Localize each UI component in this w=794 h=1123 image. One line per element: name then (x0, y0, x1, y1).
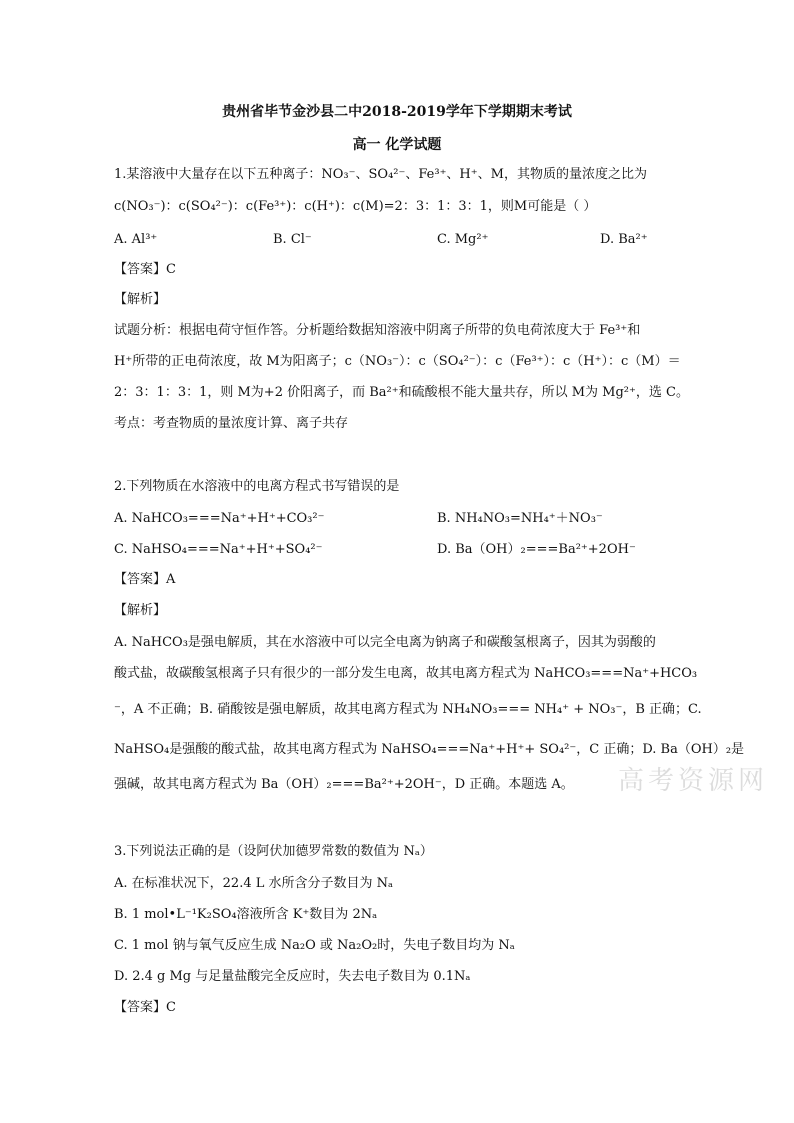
q2-answer: 【答案】A (114, 572, 176, 587)
q2-explanation-line2: 酸式盐，故碳酸氢根离子只有很少的一部分发生电离，故其电离方程式为 NaHCO₃===Na⁺+HCO₃ (114, 666, 698, 681)
q1-explanation-line1: 试题分析：根据电荷守恒作答。分析题给数据知溶液中阴离子所带的负电荷浓度大于 Fe³⁺和 (114, 323, 641, 338)
q3-option-d: D. 2.4 g Mg 与足量盐酸完全反应时，失去电子数目为 0.1Nₐ (114, 969, 471, 984)
q1-explanation-line4: 考点：考查物质的量浓度计算、离子共存 (114, 416, 349, 431)
q1-option-a: A. Al³⁺ (114, 232, 158, 247)
q2-explanation-line5: 强碱，故其电离方程式为 Ba（OH）₂===Ba²⁺+2OH⁻，D 正确。本题选 A。 (114, 777, 574, 792)
q3-stem: 3.下列说法正确的是（设阿伏加德罗常数的数值为 Nₐ） (114, 844, 433, 859)
page-subtitle: 高一 化学试题 (352, 137, 442, 153)
q3-answer: 【答案】C (114, 1000, 176, 1015)
q3-option-b: B. 1 mol•L⁻¹K₂SO₄溶液所含 K⁺数目为 2Nₐ (114, 907, 378, 922)
q1-explanation-line2: H⁺所带的正电荷浓度，故 M为阳离子；c（NO₃⁻）：c（SO₄²⁻）：c（Fe³⁺）：c（H⁺）：c（M）＝ (114, 354, 681, 369)
q1-stem-line1: 1.某溶液中大量存在以下五种离子：NO₃⁻、SO₄²⁻、Fe³⁺、H⁺、M，其物质的量浓度之比为 (114, 167, 647, 182)
q2-explanation-line4: NaHSO₄是强酸的酸式盐，故其电离方程式为 NaHSO₄===Na⁺+H⁺+ SO₄²⁻，C 正确；D. Ba（OH）₂是 (114, 742, 745, 757)
q3-option-a: A. 在标准状况下，22.4 L 水所含分子数目为 Nₐ (114, 876, 394, 891)
q1-option-d: D. Ba²⁺ (600, 232, 648, 247)
q1-option-b: B. Cl⁻ (273, 232, 312, 247)
q2-option-d: D. Ba（OH）₂===Ba²⁺+2OH⁻ (437, 542, 636, 557)
q2-analysis-label: 【解析】 (114, 603, 167, 618)
q2-explanation-line3: ⁻，A 不正确；B. 硝酸铵是强电解质，故其电离方程式为 NH₄NO₃=== NH₄⁺ + NO₃⁻，B 正确；C. (114, 702, 702, 717)
q1-explanation-line3: 2：3：1：3：1，则 M为+2 价阳离子，而 Ba²⁺和硫酸根不能大量共存，所以 M为 Mg²⁺，选 C。 (114, 385, 689, 400)
q2-explanation-line1: A. NaHCO₃是强电解质，其在水溶液中可以完全电离为钠离子和碳酸氢根离子，因其为弱酸的 (114, 635, 656, 650)
q2-option-c: C. NaHSO₄===Na⁺+H⁺+SO₄²⁻ (114, 542, 323, 557)
q2-stem: 2.下列物质在水溶液中的电离方程式书写错误的是 (114, 479, 400, 494)
q1-option-c: C. Mg²⁺ (437, 232, 489, 247)
q3-option-c: C. 1 mol 钠与氧气反应生成 Na₂O 或 Na₂O₂时，失电子数目均为 Nₐ (114, 938, 515, 953)
q2-option-b: B. NH₄NO₃=NH₄⁺＋NO₃⁻ (437, 511, 603, 526)
q1-stem-line2: c(NO₃⁻)：c(SO₄²⁻)：c(Fe³⁺)：c(H⁺)：c(M)=2：3：1：3：1，则M可能是（ ） (114, 199, 597, 214)
q1-answer: 【答案】C (114, 262, 176, 277)
watermark: 高考资源网 (618, 766, 769, 796)
q1-analysis-label: 【解析】 (114, 292, 167, 307)
page-title: 贵州省毕节金沙县二中2018-2019学年下学期期末考试 (222, 104, 572, 120)
q2-option-a: A. NaHCO₃===Na⁺+H⁺+CO₃²⁻ (114, 511, 325, 526)
